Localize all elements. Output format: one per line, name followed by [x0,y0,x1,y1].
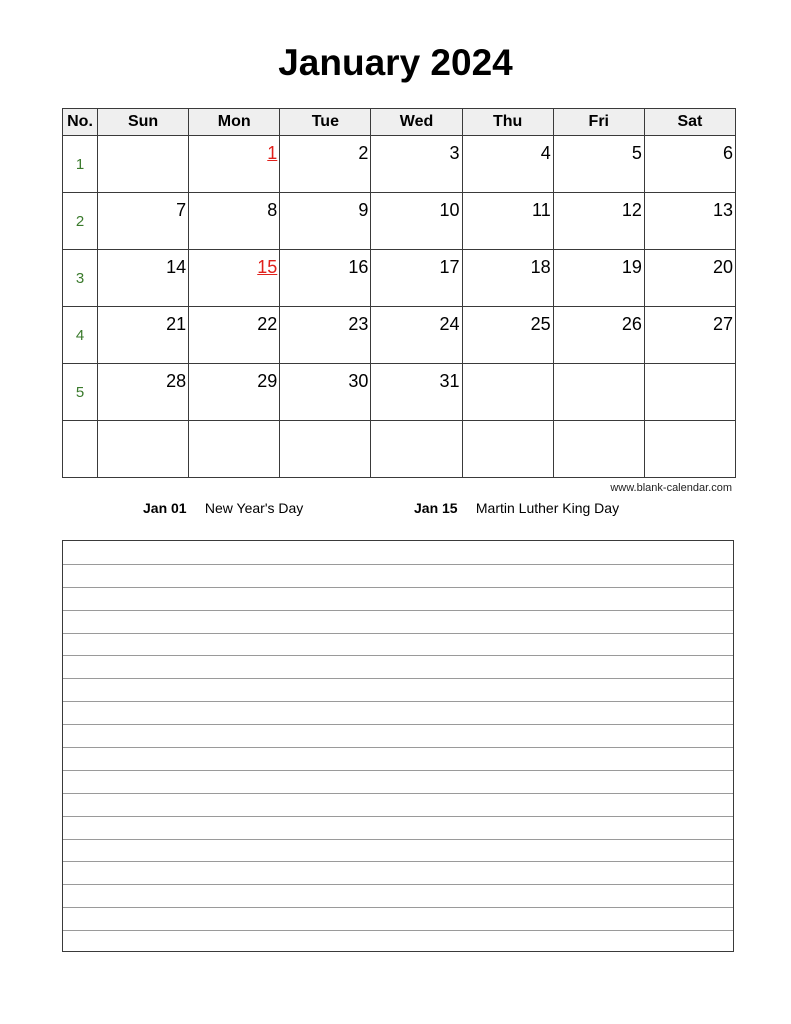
header-week-number: No. [63,109,98,136]
day-cell-sun[interactable] [98,364,189,421]
header-fri: Fri [553,109,644,136]
notes-line [63,724,733,725]
day-number: 26 [621,314,642,334]
day-number: 6 [722,143,733,163]
day-cell-mon[interactable] [189,250,280,307]
notes-area[interactable] [62,540,734,952]
header-mon: Mon [189,109,280,136]
week-number: 3 [63,250,98,307]
week-number: 5 [63,364,98,421]
notes-line [63,678,733,679]
header-sat: Sat [644,109,735,136]
day-cell-fri[interactable] [553,421,644,478]
day-cell-sun[interactable] [98,307,189,364]
day-cell-mon[interactable] [189,193,280,250]
day-cell-wed[interactable] [371,364,462,421]
day-cell-thu[interactable] [462,364,553,421]
day-number: 18 [530,257,551,277]
day-cell-tue[interactable] [280,421,371,478]
holiday-day-number: 15 [257,257,278,277]
holiday-entry [143,499,303,517]
day-cell-thu[interactable] [462,136,553,193]
week-row [63,307,736,364]
day-number: 30 [348,371,369,391]
day-cell-mon[interactable] [189,136,280,193]
day-cell-fri[interactable] [553,250,644,307]
day-cell-tue[interactable] [280,250,371,307]
day-cell-sun[interactable] [98,136,189,193]
notes-line [63,747,733,748]
day-cell-fri[interactable] [553,136,644,193]
week-row [63,364,736,421]
holiday-name: New Year's Day [204,500,304,516]
day-cell-sat[interactable] [644,364,735,421]
notes-line [63,633,733,634]
day-cell-thu[interactable] [462,307,553,364]
day-number: 8 [267,200,278,220]
day-number: 20 [712,257,733,277]
week-row [63,136,736,193]
notes-line [63,930,733,931]
notes-line [63,884,733,885]
day-cell-sat[interactable] [644,193,735,250]
day-cell-wed[interactable] [371,136,462,193]
day-cell-mon[interactable] [189,364,280,421]
day-number: 29 [257,371,278,391]
week-number: 4 [63,307,98,364]
day-cell-wed[interactable] [371,250,462,307]
week-row [63,193,736,250]
header-tue: Tue [280,109,371,136]
day-cell-fri[interactable] [553,307,644,364]
notes-line [63,839,733,840]
day-number: 28 [166,371,187,391]
day-number: 17 [439,257,460,277]
notes-line [63,861,733,862]
day-number: 27 [712,314,733,334]
holiday-date: Jan 15 [414,500,458,516]
day-cell-sun[interactable] [98,193,189,250]
day-cell-fri[interactable] [553,193,644,250]
notes-line [63,610,733,611]
page-title: January 2024 [278,42,513,83]
day-number: 3 [449,143,460,163]
day-cell-tue[interactable] [280,193,371,250]
holiday-day-number: 1 [267,143,278,163]
day-cell-thu[interactable] [462,193,553,250]
day-number: 25 [530,314,551,334]
week-number [63,421,98,478]
calendar-header-row [63,109,736,136]
notes-line [63,587,733,588]
day-cell-fri[interactable] [553,364,644,421]
calendar-grid [62,108,736,478]
day-number: 2 [358,143,369,163]
day-cell-wed[interactable] [371,421,462,478]
day-cell-mon[interactable] [189,307,280,364]
notes-line [63,793,733,794]
notes-line [63,907,733,908]
day-cell-wed[interactable] [371,193,462,250]
day-number: 19 [621,257,642,277]
day-cell-sun[interactable] [98,421,189,478]
day-number: 9 [358,200,369,220]
week-row [63,250,736,307]
header-wed: Wed [371,109,462,136]
day-number: 23 [348,314,369,334]
day-cell-tue[interactable] [280,364,371,421]
day-cell-sat[interactable] [644,421,735,478]
notes-line [63,655,733,656]
notes-line [63,564,733,565]
day-cell-mon[interactable] [189,421,280,478]
day-number: 7 [176,200,187,220]
day-number: 13 [712,200,733,220]
day-number: 16 [348,257,369,277]
day-cell-wed[interactable] [371,307,462,364]
header-thu: Thu [462,109,553,136]
week-row [63,421,736,478]
day-number: 22 [257,314,278,334]
source-url: www.blank-calendar.com [610,482,732,494]
header-sun: Sun [98,109,189,136]
day-number: 24 [439,314,460,334]
day-cell-sat[interactable] [644,136,735,193]
day-number: 10 [439,200,460,220]
holiday-name: Martin Luther King Day [475,500,620,516]
day-cell-tue[interactable] [280,307,371,364]
day-number: 31 [439,371,460,391]
day-cell-thu[interactable] [462,250,553,307]
day-number: 4 [540,143,551,163]
day-cell-sat[interactable] [644,307,735,364]
day-number: 12 [621,200,642,220]
holiday-entry [414,499,619,517]
notes-line [63,816,733,817]
day-cell-tue[interactable] [280,136,371,193]
week-number: 1 [63,136,98,193]
day-cell-sat[interactable] [644,250,735,307]
day-number: 14 [166,257,187,277]
notes-line [63,701,733,702]
holiday-date: Jan 01 [143,500,187,516]
day-cell-thu[interactable] [462,421,553,478]
day-number: 5 [631,143,642,163]
week-number: 2 [63,193,98,250]
day-number: 21 [166,314,187,334]
day-cell-sun[interactable] [98,250,189,307]
day-number: 11 [532,200,551,220]
notes-line [63,770,733,771]
